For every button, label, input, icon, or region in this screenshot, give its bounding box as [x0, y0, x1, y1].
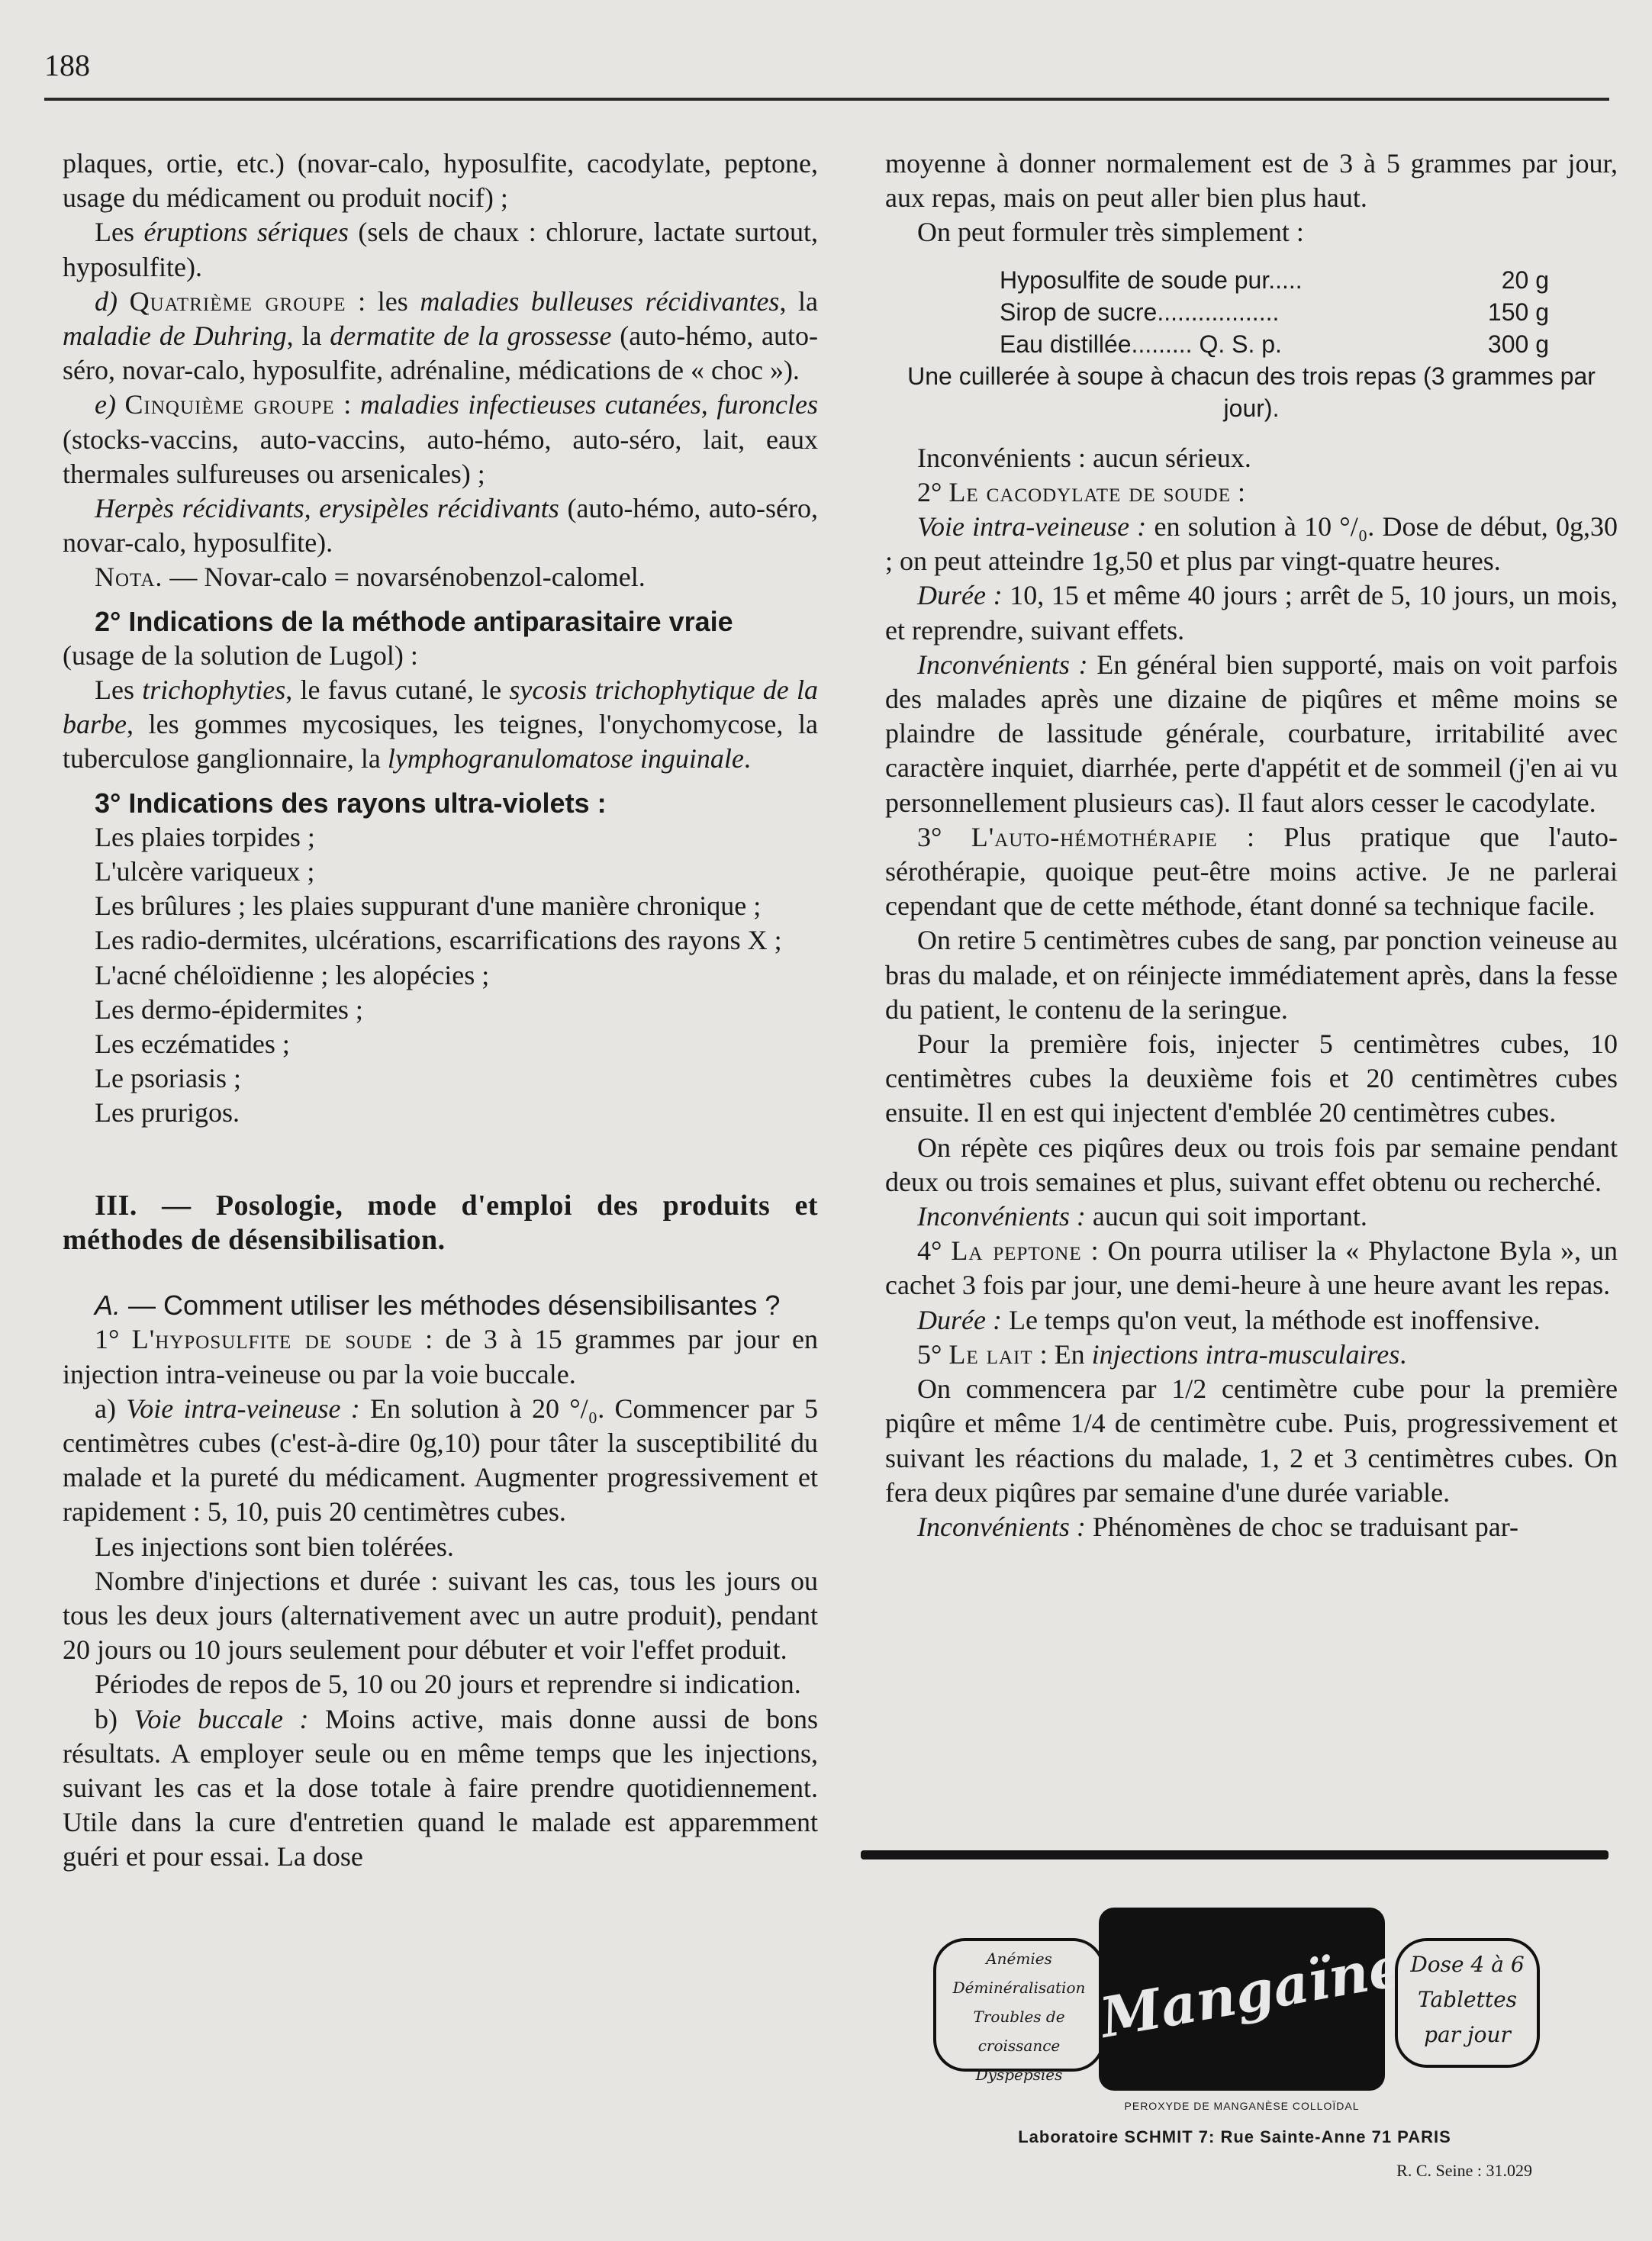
- paragraph: On peut formuler très simplement :: [917, 217, 1304, 248]
- brand-name: Mangaïne: [1095, 1933, 1409, 2050]
- list-item: Les brûlures ; les plaies suppurant d'une manière chronique ;: [95, 890, 762, 922]
- ad-brand-logo: [1095, 1908, 1409, 2091]
- paragraph: 1° L'hyposulfite de soude : de 3 à 15 grammes par jour en injection intra-veineuse ou par la voie buccale.: [63, 1324, 818, 1389]
- ad-dosage-line: Dose 4 à 6: [1410, 1952, 1525, 1977]
- list-item: Les dermo-épidermites ;: [95, 993, 363, 1025]
- paragraph: Durée : 10, 15 et même 40 jours ; arrêt de 5, 10 jours, un mois, et reprendre, suivant effets.: [885, 580, 1618, 646]
- nota: Nota. — Novar-calo = novarsénobenzol-calomel.: [95, 562, 646, 593]
- paragraph: Les injections sont bien tolérées.: [95, 1531, 454, 1562]
- paragraph: On commencera par 1/2 centimètre cube pour la première piqûre et même 1/4 de centimètre cube. Puis, progressivement et suivant les réactions du malade, 1, 2 et 3 centimètres cubes. On fera deux piqûres par semaine d'une durée variable.: [885, 1373, 1618, 1508]
- paragraph: 2° Le cacodylate de soude :: [917, 476, 1246, 507]
- paragraph: Les éruptions sériques (sels de chaux : chlorure, lactate surtout, hyposulfite).: [63, 217, 818, 282]
- paragraph: Nombre d'injections et durée : suivant les cas, tous les jours ou tous les deux jours (alternativement avec un autre produit), pendant 20 jours ou 10 jours seulement pour débuter et voir l'effet produit.: [63, 1565, 818, 1666]
- paragraph: Herpès récidivants, erysipèles récidivants (auto-hémo, auto-séro, novar-calo, hyposulfite).: [63, 493, 819, 559]
- list-item: Le psoriasis ;: [95, 1063, 241, 1094]
- top-rule: [44, 98, 1609, 101]
- paragraph: 4° La peptone : On pourra utiliser la « Phylactone Byla », un cachet 3 fois par jour, une demi-heure à une heure avant les repas.: [885, 1235, 1618, 1301]
- paragraph: Voie intra-veineuse : en solution à 10 °/₀. Dose de début, 0g,30 ; on peut atteindre 1g,50 et plus par vingt-quatre heures.: [885, 511, 1618, 577]
- paragraph-group-5: e) Cinquième groupe : maladies infectieuses cutanées, furoncles (stocks-vaccins, auto-vaccins, auto-hémo, auto-séro, lait, eaux thermales sulfureuses ou arsenicales) ;: [63, 389, 818, 489]
- advertisement: [861, 1885, 1609, 2213]
- paragraph: Périodes de repos de 5, 10 ou 20 jours et reprendre si indication.: [95, 1669, 801, 1700]
- paragraph-group-4: d) Quatrième groupe : les maladies bulleuses récidivantes, la maladie de Duhring, la dermatite de la grossesse (auto-hémo, auto-séro, novar-calo, hyposulfite, adrénaline, médications de « choc »).: [63, 285, 819, 386]
- paragraph: moyenne à donner normalement est de 3 à 5 grammes par jour, aux repas, mais on peut aller bien plus haut.: [885, 148, 1618, 214]
- left-column: [63, 147, 818, 1875]
- paragraph: a) Voie intra-veineuse : En solution à 20 °/₀. Commencer par 5 centimètres cubes (c'est-à-dire 0g,10) pour tâter la susceptibilité du malade et la pureté du médicament. Augmenter progressivement et rapidement : 5, 10, puis 20 centimètres cubes.: [63, 1393, 818, 1528]
- paragraph: Inconvénients : En général bien supporté, mais on voit parfois des malades après une dizaine de piqûres et même moins se plaindre de lassitude générale, courbature, irritabilité avec caractère inquiet, diarrhée, perte d'appétit et de sommeil (j'en ai vu personnellement plusieurs cas). Il faut alors cesser le cacodylate.: [885, 649, 1618, 818]
- formula: [885, 264, 1618, 424]
- formula-note: Une cuillerée à soupe à chacun des trois repas (3 grammes par jour).: [907, 362, 1596, 422]
- list-item: Les prurigos.: [95, 1097, 240, 1129]
- subsection-title: A. — Comment utiliser les méthodes désensibilisantes ?: [95, 1290, 781, 1322]
- ad-indication: Dyspepsies: [975, 2066, 1063, 2084]
- list-item: Les eczématides ;: [95, 1029, 290, 1060]
- ad-indication: Anémies: [986, 1950, 1052, 1968]
- heading-subtitle: (usage de la solution de Lugol) :: [63, 639, 418, 671]
- ad-dosage-line: Tablettes: [1417, 1987, 1518, 2012]
- ad-registration: R. C. Seine : 31.029: [1396, 2161, 1532, 2180]
- formula-row: Hyposulfite de soude pur..... 20 g: [1000, 266, 1549, 294]
- paragraph: 3° L'auto-hémothérapie : Plus pratique que l'auto-sérothérapie, quoique peut-être moins active. Je ne parlerai cependant que de cette méthode, étant donné sa technique facile.: [885, 821, 1618, 922]
- paragraph: On retire 5 centimètres cubes de sang, par ponction veineuse au bras du malade, et on réinjecte immédiatement après, dans la fesse du patient, le contenu de la seringue.: [885, 925, 1618, 1025]
- paragraph: Durée : Le temps qu'on veut, la méthode est inoffensive.: [917, 1304, 1541, 1335]
- paragraph: 5° Le lait : En injections intra-musculaires.: [917, 1338, 1407, 1370]
- list-item: Les plaies torpides ;: [95, 821, 315, 852]
- ad-indication: Troubles de croissance: [973, 2008, 1065, 2055]
- paragraph: Pour la première fois, injecter 5 centimètres cubes, 10 centimètres cubes la deuxième fois et 20 centimètres cubes ensuite. Il en est qui injectent d'emblée 20 centimètres cubes.: [885, 1029, 1618, 1129]
- paragraph: plaques, ortie, etc.) (novar-calo, hyposulfite, cacodylate, peptone, usage du médicament ou produit nocif) ;: [63, 148, 818, 214]
- ad-indication: Déminéralisation: [952, 1979, 1086, 1997]
- paragraph: Inconvénients : aucun qui soit important.: [917, 1201, 1367, 1232]
- ad-dosage-box: [1395, 1938, 1540, 2068]
- ad-indications-box: [933, 1938, 1105, 2084]
- ad-dosage-line: par jour: [1424, 2022, 1511, 2047]
- paragraph: b) Voie buccale : Moins active, mais donne aussi de bons résultats. A employer seule ou en même temps que les injections, suivant les cas et la dose totale à faire prendre quotidiennement. Utile dans la cure d'entretien quand le malade est apparemment guéri et pour essai. La dose: [63, 1703, 819, 1872]
- list-item: Les radio-dermites, ulcérations, escarrifications des rayons X ;: [95, 925, 782, 956]
- list-item: L'acné chéloïdienne ; les alopécies ;: [95, 959, 490, 990]
- section-title: III. — Posologie, mode d'emploi des produits et méthodes de désensibilisation.: [63, 1189, 818, 1256]
- ad-laboratory: Laboratoire SCHMIT 7: Rue Sainte-Anne 71 PARIS: [1018, 2127, 1451, 2146]
- heading-antiparasitaire: 2° Indications de la méthode antiparasitaire vraie: [95, 605, 733, 637]
- right-column: [885, 147, 1618, 1544]
- bottom-rule: [861, 1850, 1609, 1859]
- ad-subtitle: PEROXYDE DE MANGANÈSE COLLOÏDAL: [1124, 2100, 1360, 2112]
- page-number: 188: [44, 48, 90, 82]
- formula-row: Sirop de sucre.................. 150 g: [1000, 298, 1549, 326]
- list-item: L'ulcère variqueux ;: [95, 856, 315, 887]
- formula-row: Eau distillée......... Q. S. p. 300 g: [1000, 330, 1549, 358]
- paragraph: Inconvénients : aucun sérieux.: [917, 442, 1251, 473]
- paragraph: Les trichophyties, le favus cutané, le sycosis trichophytique de la barbe, les gommes mycosiques, les teignes, l'onychomycose, la tuberculose ganglionnaire, la lymphogranulomatose inguinale.: [63, 675, 818, 774]
- paragraph: On répète ces piqûres deux ou trois fois par semaine pendant deux ou trois semaines et plus, suivant effet obtenu ou recherché.: [885, 1132, 1618, 1197]
- paragraph: Inconvénients : Phénomènes de choc se traduisant par-: [917, 1511, 1518, 1542]
- heading-ultraviolets: 3° Indications des rayons ultra-violets :: [95, 787, 607, 819]
